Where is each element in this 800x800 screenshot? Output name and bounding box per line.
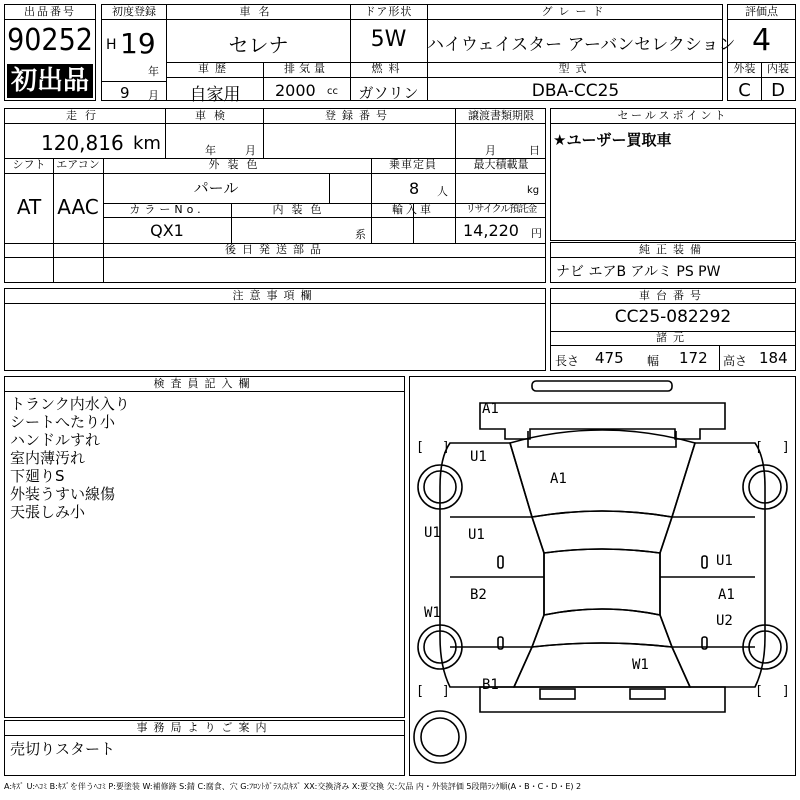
capacity-unit: 人	[437, 185, 448, 198]
car-name: セレナ	[228, 33, 289, 57]
exterior-label: 外装	[733, 62, 756, 75]
office-label: 事務局よりご案内	[5, 721, 404, 736]
load-label: 最大積載量	[473, 158, 529, 171]
chassis-label: 車台番号	[551, 289, 795, 304]
interior-label: 内装	[767, 62, 789, 75]
inspector-note-line: ハンドルすれ	[10, 431, 101, 449]
grade: ハイウェイスター アーバンセレクション	[427, 35, 736, 55]
office-box	[4, 720, 405, 776]
damage-mark: U1	[716, 553, 733, 569]
score-label: 評価点	[728, 5, 795, 20]
notes-label: 注意事項欄	[5, 289, 545, 304]
damage-mark: W1	[632, 657, 649, 673]
inspector-note-line: 天張しみ小	[10, 503, 86, 521]
svg-text:]: ]	[782, 440, 790, 455]
fuel-label: 燃料	[371, 62, 406, 75]
dims-label: 諸元	[656, 331, 690, 344]
reg-year: 19	[120, 27, 156, 60]
damage-mark: U1	[424, 525, 441, 541]
score-box	[727, 4, 796, 101]
lot-label: 出品番号	[5, 5, 95, 20]
width: 172	[679, 349, 708, 367]
svg-text:]: ]	[782, 684, 790, 699]
int-color-label: 内装色	[272, 203, 330, 216]
mileage: 120,816	[41, 131, 124, 155]
era: H	[106, 37, 117, 53]
width-label: 幅	[647, 354, 660, 368]
notes-box	[4, 288, 546, 371]
color-no: QX1	[150, 221, 184, 240]
mileage-unit: km	[133, 133, 161, 154]
damage-mark: A1	[718, 587, 735, 603]
inspector-note-line: シートへたり小	[10, 413, 116, 431]
equipment-box	[550, 242, 796, 283]
exterior-grade: C	[738, 80, 751, 101]
length-label: 長さ	[555, 354, 580, 368]
color-no-label: カラーNo.	[129, 203, 205, 216]
shift: AT	[16, 195, 42, 219]
height: 184	[759, 349, 788, 367]
int-color-unit: 系	[355, 228, 366, 241]
sales-point-label: セールスポイント	[551, 109, 795, 124]
inspection-label: 車検	[195, 109, 233, 122]
mileage-label: 走行	[66, 109, 104, 122]
capacity-label: 乗車定員	[389, 158, 437, 171]
recycle-unit: 円	[531, 227, 542, 240]
reg-number-label: 登録番号	[325, 109, 393, 122]
displacement-unit: cc	[327, 86, 338, 97]
inspector-note-line: 外装うすい線傷	[10, 485, 116, 503]
fuel: ガソリン	[358, 84, 419, 102]
year-unit: 年	[148, 65, 159, 78]
history-label: 車歴	[198, 62, 232, 75]
inspector-note-line: 室内薄汚れ	[10, 449, 86, 467]
recycle-amount: 14,220	[463, 221, 519, 240]
reg-month: 9	[120, 84, 130, 102]
inspector-notes	[10, 395, 130, 521]
transfer-day-unit: 日	[529, 144, 540, 157]
inspector-note-line: 下廻りS	[10, 467, 65, 485]
first-reg-label: 初度登録	[102, 5, 166, 20]
damage-mark: A1	[482, 401, 499, 417]
grade-label: グレード	[541, 5, 610, 18]
details-block	[4, 108, 546, 283]
svg-text:[: [	[755, 684, 763, 699]
lot-box	[4, 4, 96, 101]
damage-mark: B1	[482, 677, 499, 693]
svg-text:[: [	[416, 684, 424, 699]
svg-text:]: ]	[442, 440, 450, 455]
chassis-box	[550, 288, 796, 371]
height-label: 高さ	[723, 354, 748, 368]
vehicle-diagram	[409, 376, 796, 776]
ext-color-label: 外装色	[208, 158, 266, 171]
damage-mark: U1	[470, 449, 487, 465]
recycle-label: リサイクル預託金	[465, 204, 537, 215]
inspection-year-unit: 年	[205, 144, 216, 157]
aircon-label: エアコン	[56, 158, 100, 171]
equipment-label: 純正装備	[551, 243, 795, 258]
ext-color: パール	[193, 179, 239, 197]
first-reg-box	[101, 4, 167, 101]
inspection-month-unit: 月	[245, 144, 256, 157]
equipment: ナビ エアB アルミ PS PW	[556, 264, 721, 280]
month-unit: 月	[148, 89, 159, 102]
legend-footer: A:ｷｽﾞ U:ﾍｺﾐ B:ｷｽﾞを伴うﾍｺﾐ P:要塗装 W:補修跡 S:錆 C:腐食、穴 G:ﾌﾛﾝﾄｶﾞﾗｽ点ｷｽﾞ XX:交換済み X:要交換 欠:欠品 内・外装評価 5段階ﾗﾝｸ順(A・B・C・D・E) 2	[4, 782, 582, 791]
load-unit: kg	[527, 185, 540, 196]
sales-point-box	[550, 108, 796, 241]
lot-number: 90252	[7, 23, 93, 58]
later-parts-label: 後日発送部品	[225, 243, 327, 256]
damage-mark: U1	[468, 527, 485, 543]
inspector-box	[4, 376, 405, 718]
svg-text:[: [	[755, 440, 763, 455]
history: 自家用	[189, 85, 241, 105]
car-info-block	[166, 4, 736, 105]
transfer-month-unit: 月	[485, 144, 496, 157]
model-label: 型式	[558, 62, 593, 75]
transfer-label: 譲渡書類期限	[468, 109, 534, 122]
svg-text:]: ]	[442, 684, 450, 699]
door-type: 5W	[370, 27, 407, 52]
car-outline-diagram	[410, 377, 795, 775]
damage-mark: A1	[550, 471, 567, 487]
model: DBA-CC25	[531, 81, 620, 101]
score: 4	[751, 23, 772, 58]
svg-text:[: [	[416, 440, 424, 455]
shift-label: シフト	[12, 158, 46, 171]
length: 475	[595, 349, 624, 367]
displacement: 2000	[275, 81, 316, 100]
damage-mark: B2	[470, 587, 487, 603]
chassis-number: CC25-082292	[614, 307, 732, 327]
inspector-note-line: トランク内水入り	[10, 395, 130, 413]
import-label: 輸入車	[392, 203, 434, 216]
door-label: ドア形状	[364, 5, 413, 18]
capacity: 8	[409, 179, 420, 198]
aircon: AAC	[57, 195, 99, 219]
inspector-label: 検査員記入欄	[5, 377, 404, 392]
damage-mark: W1	[424, 605, 441, 621]
damage-mark: U2	[716, 613, 733, 629]
displacement-label: 排気量	[284, 62, 329, 75]
first-listing-badge: 初出品	[7, 64, 93, 98]
interior-grade: D	[771, 80, 785, 101]
car-name-label: 車名	[239, 5, 278, 18]
sales-point: ★ユーザー買取車	[553, 131, 672, 149]
office-text: 売切りスタート	[10, 740, 116, 758]
